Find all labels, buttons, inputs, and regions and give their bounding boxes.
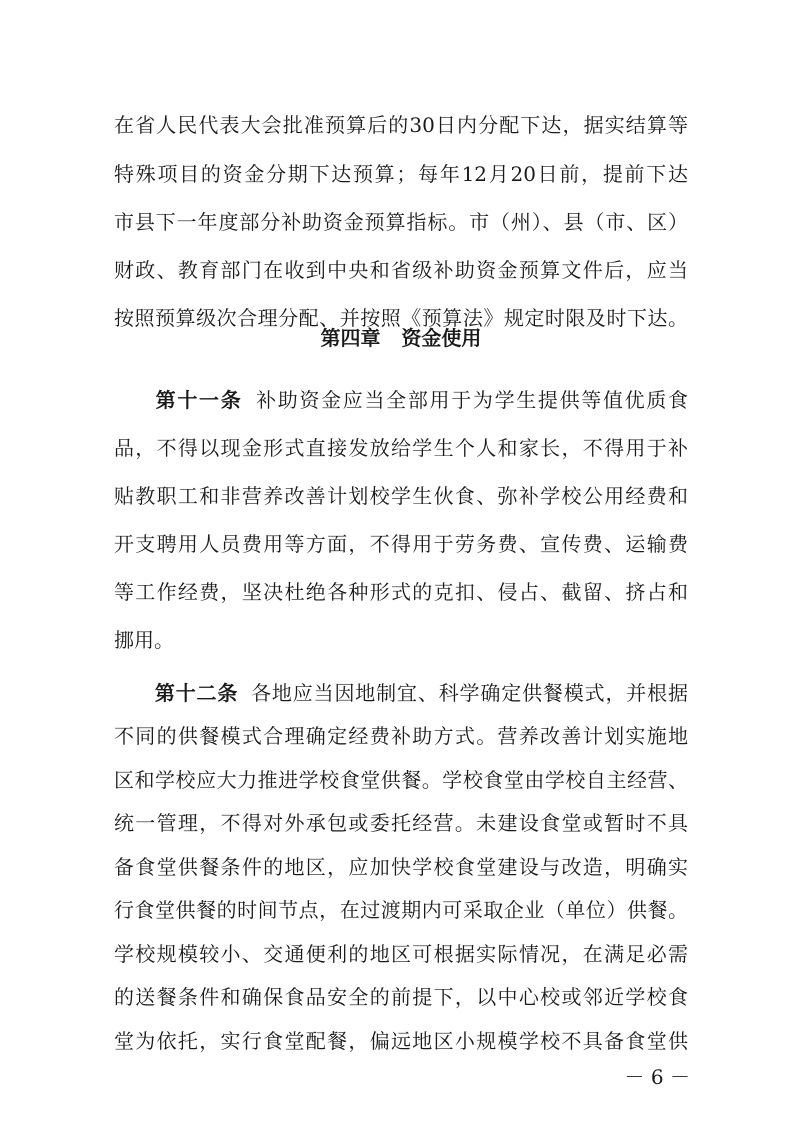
article-11-first-text: 补助资金应当全部用于为学生提供等值优质食 — [254, 388, 688, 412]
intro-line-2: 特殊项目的资金分期下达预算；每年12月20日前，提前下达 — [114, 162, 688, 186]
article-12-line-7: 学校规模较小、交通便利的地区可根据实际情况，在满足必需 — [114, 941, 688, 966]
article-12-line-5: 备食堂供餐条件的地区，应加快学校食堂建设与改造，明确实 — [114, 854, 688, 879]
article-12-label: 第十二条 — [154, 680, 239, 705]
article-12-line-8: 的送餐条件和确保食品安全的前提下，以中心校或邻近学校食 — [114, 985, 688, 1009]
article-12-line-4: 统一管理，不得对外承包或委托经营。未建设食堂或暂时不具 — [114, 811, 688, 835]
article-12-first-text: 各地应当因地制宜、科学确定供餐模式，并根据 — [250, 680, 688, 705]
article-11-line-5: 等工作经费，坚决杜绝各种形式的克扣、侵占、截留、挤占和 — [114, 580, 688, 604]
article-12-line-3: 区和学校应大力推进学校食堂供餐。学校食堂由学校自主经营、 — [114, 767, 688, 792]
intro-line-3: 市县下一年度部分补助资金预算指标。市（州）、县（市、区） — [114, 210, 688, 234]
article-11-line-3: 贴教职工和非营养改善计划校学生伙食、弥补学校公用经费和 — [114, 484, 688, 508]
intro-line-1: 在省人民代表大会批准预算后的30日内分配下达，据实结算等 — [114, 113, 688, 137]
article-12-line-9: 堂为依托，实行食堂配餐，偏远地区小规模学校不具备食堂供 — [114, 1028, 688, 1053]
article-11-label: 第十一条 — [154, 388, 243, 412]
article-11-first-line — [114, 386, 688, 414]
page-number: － 6 － — [624, 1065, 690, 1089]
chapter-title: 第四章 资金使用 — [320, 326, 482, 350]
article-11-line-2: 品，不得以现金形式直接发放给学生个人和家长，不得用于补 — [114, 436, 688, 460]
intro-line-5: 按照预算级次合理分配、并按照《预算法》规定时限及时下达。 — [114, 306, 688, 330]
article-12-line-2: 不同的供餐模式合理确定经费补助方式。营养改善计划实施地 — [114, 724, 688, 748]
article-12-line-6: 行食堂供餐的时间节点，在过渡期内可采取企业（单位）供餐。 — [114, 898, 688, 922]
article-12-first-line — [114, 679, 688, 707]
intro-line-4: 财政、教育部门在收到中央和省级补助资金预算文件后，应当 — [114, 258, 688, 282]
article-11-line-6: 挪用。 — [114, 628, 174, 652]
article-11-line-4: 开支聘用人员费用等方面，不得用于劳务费、宣传费、运输费 — [114, 532, 688, 556]
